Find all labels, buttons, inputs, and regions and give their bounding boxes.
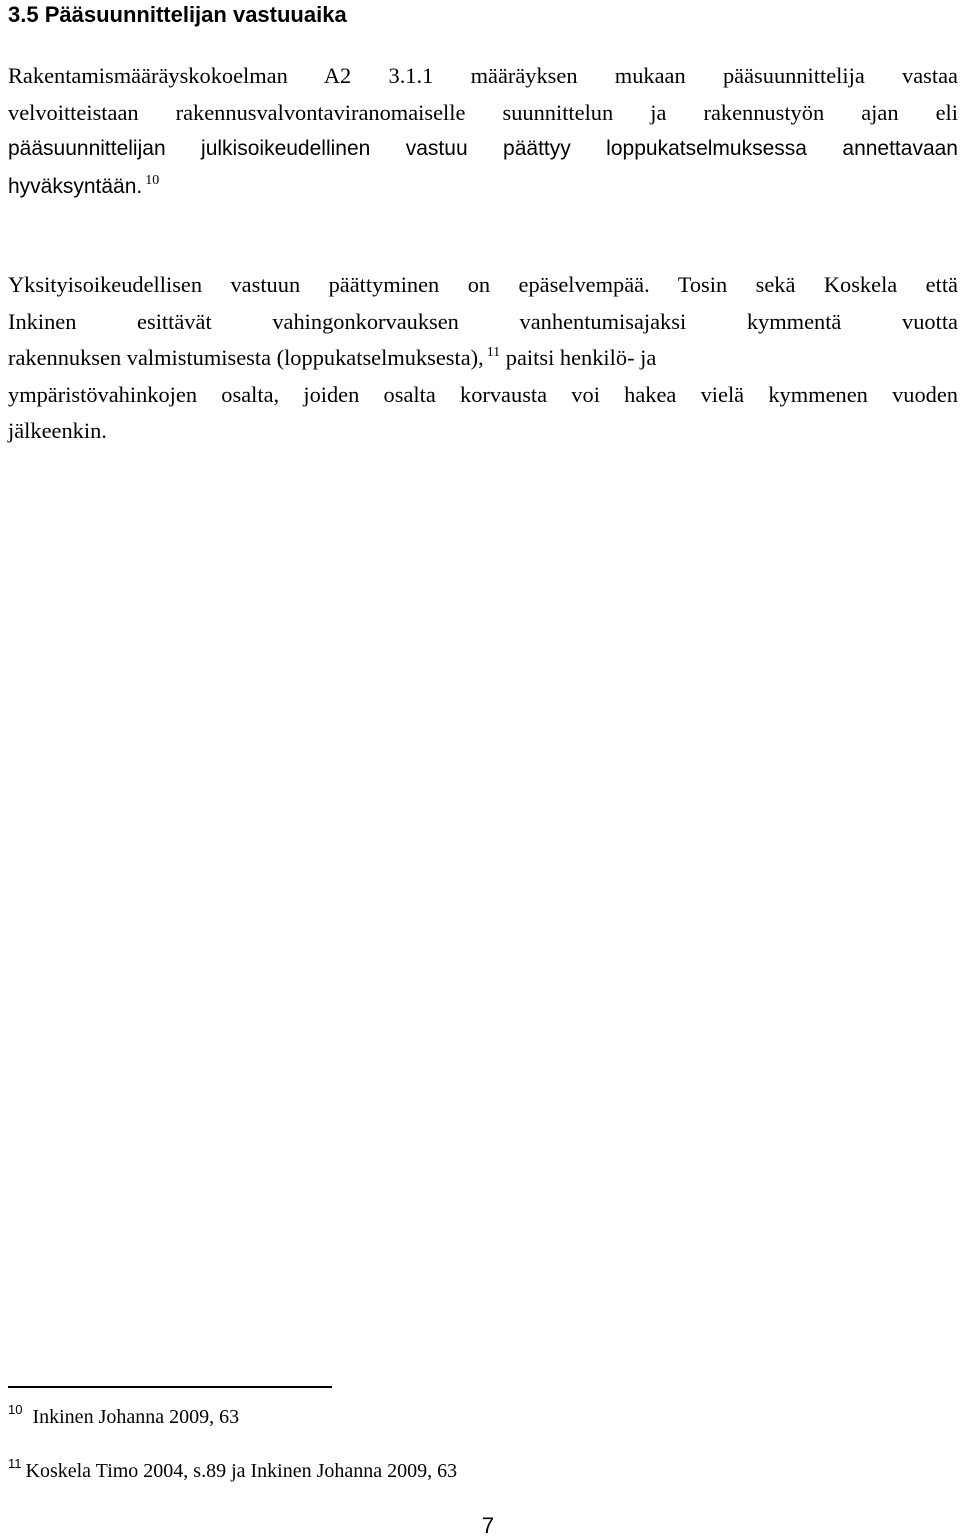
paragraph2-line-3 xyxy=(8,340,958,377)
footnote-separator xyxy=(8,1386,332,1388)
section-heading: 3.5 Pääsuunnittelijan vastuuaika xyxy=(8,2,347,27)
paragraph1-line-1: Rakentamismääräyskokoelman A2 3.1.1 määräyksen mukaan pääsuunnittelija vastaa xyxy=(8,63,958,88)
paragraph-public-liability xyxy=(8,58,958,205)
footnote-ref-10[interactable]: 10 xyxy=(145,172,160,188)
footnote-11-text: Koskela Timo 2004, s.89 ja Inkinen Johanna 2009, 63 xyxy=(25,1460,458,1482)
paragraph1-line-4 xyxy=(8,168,958,206)
paragraph1-line-4-text: hyväksyntään. xyxy=(8,174,143,198)
paragraph-private-liability xyxy=(8,267,958,450)
footnote-ref-11[interactable]: 11 xyxy=(486,345,501,361)
paragraph2-line-3-start: rakennuksen valmistumisesta (loppukatselmuksesta), xyxy=(8,345,484,371)
paragraph2-line-2: Inkinen esittävät vahingonkorvauksen vanhentumisajaksi kymmentä vuotta xyxy=(8,308,958,334)
paragraph2-line-4: ympäristövahinkojen osalta, joiden osalta korvausta voi hakea vielä kymmenen vuoden xyxy=(8,381,958,407)
paragraph2-line-3-end: paitsi henkilö- ja xyxy=(505,345,657,371)
footnote-11 xyxy=(8,1458,457,1484)
footnote-10-mark: 10 xyxy=(8,1402,23,1417)
paragraph1-line-3: pääsuunnittelijan julkisoikeudellinen vastuu päättyy loppukatselmuksessa annettavaan xyxy=(8,137,958,161)
page-number: 7 xyxy=(481,1513,495,1538)
footnote-10-text: Inkinen Johanna 2009, 63 xyxy=(32,1406,240,1428)
paragraph1-line-2: velvoitteistaan rakennusvalvontaviranomaiselle suunnittelun ja rakennustyön ajan eli xyxy=(8,99,958,125)
footnote-11-mark: 11 xyxy=(8,1456,22,1471)
paragraph2-line-5: jälkeenkin. xyxy=(8,418,107,444)
paragraph2-line-1: Yksityisoikeudellisen vastuun päättyminen on epäselvempää. Tosin sekä Koskela että xyxy=(8,272,958,297)
footnote-10 xyxy=(8,1404,239,1430)
